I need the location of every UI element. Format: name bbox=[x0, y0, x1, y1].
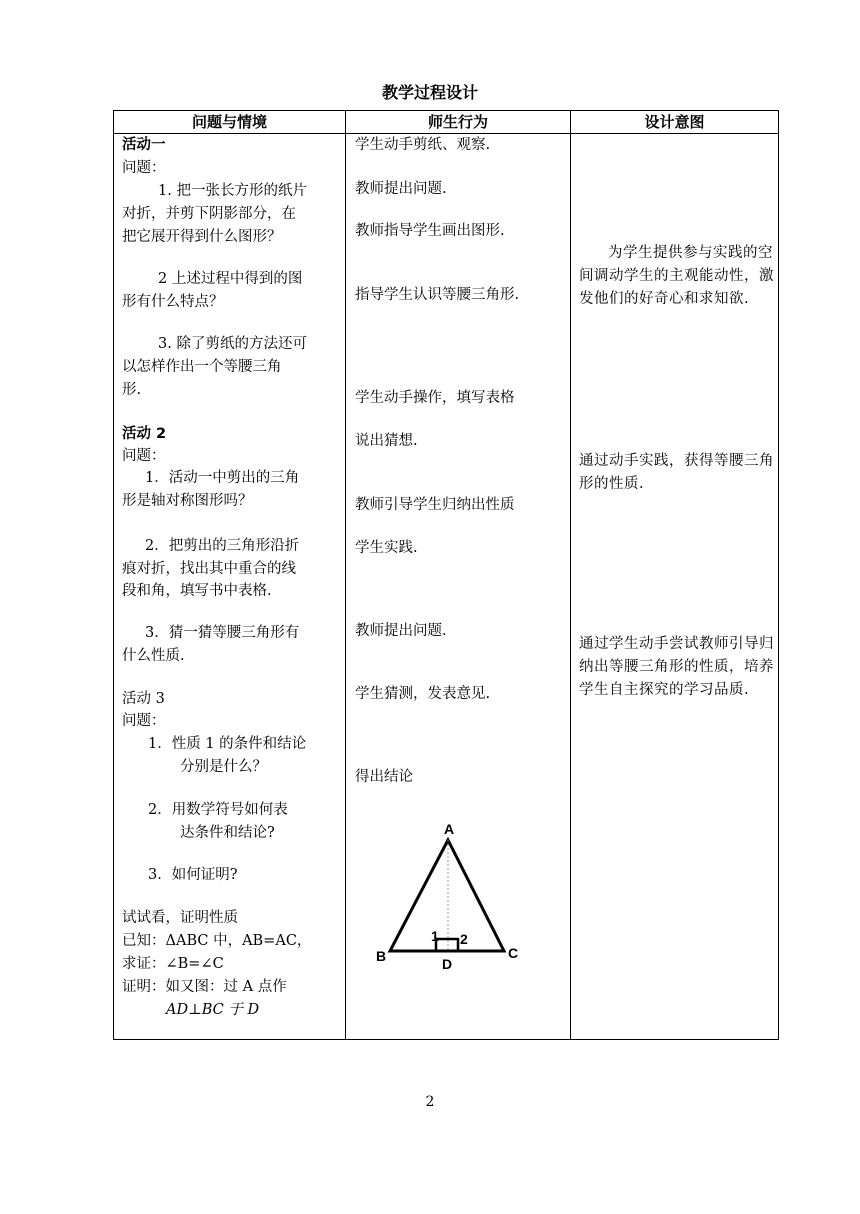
label-d: D bbox=[442, 956, 453, 972]
question-text: 1. 把一张长方形的纸片 bbox=[158, 183, 307, 199]
question-text: 什么性质. bbox=[122, 648, 185, 664]
behavior-text: 学生猜测，发表意见. bbox=[355, 686, 491, 702]
proof-given: 已知：ΔABC 中，AB=AC， bbox=[122, 933, 312, 949]
question-text: 3．猜一猜等腰三角形有 bbox=[145, 625, 300, 641]
behavior-text: 得出结论 bbox=[355, 769, 413, 785]
question-text: 达条件和结论? bbox=[180, 825, 275, 841]
label-c: C bbox=[508, 945, 519, 961]
behavior-text: 说出猜想. bbox=[355, 433, 418, 449]
activity-2-heading: 活动 2 bbox=[122, 426, 167, 442]
question-text: 段和角，填写书中表格. bbox=[122, 583, 272, 599]
behavior-text: 教师引导学生归纳出性质 bbox=[355, 497, 515, 513]
behavior-text: 学生动手剪纸、观察. bbox=[355, 137, 491, 153]
question-text: 3．如何证明? bbox=[148, 867, 238, 883]
question-text: 1．性质 1 的条件和结论 bbox=[148, 736, 307, 752]
behavior-text: 学生实践. bbox=[355, 540, 418, 556]
question-text: 以怎样作出一个等腰三角 bbox=[122, 359, 282, 375]
label-angle-2: 2 bbox=[460, 931, 468, 947]
question-label: 问题： bbox=[122, 448, 166, 464]
question-text: 2 上述过程中得到的图 bbox=[158, 271, 303, 287]
question-text: 2．把剪出的三角形沿折 bbox=[145, 538, 300, 554]
proof-intro: 试试看，证明性质 bbox=[122, 910, 238, 926]
question-text: 把它展开得到什么图形？ bbox=[122, 229, 282, 245]
intent-paragraph: 通过学生动手尝试教师引导归纳出等腰三角形的性质，培养学生自主探究的学习品质. bbox=[579, 636, 774, 698]
question-text: 痕对折，找出其中重合的线 bbox=[122, 561, 296, 577]
question-text: 3. 除了剪纸的方法还可 bbox=[158, 336, 307, 352]
behavior-text: 学生动手操作，填写表格 bbox=[355, 390, 515, 406]
header-questions: 问题与情境 bbox=[191, 113, 267, 131]
question-text: 形有什么特点？ bbox=[122, 294, 224, 310]
isosceles-triangle-figure bbox=[372, 818, 532, 973]
column-divider bbox=[570, 111, 571, 1039]
proof-goal: 求证：∠B=∠C bbox=[122, 956, 224, 972]
question-text: 形是轴对称图形吗？ bbox=[122, 493, 253, 509]
label-angle-1: 1 bbox=[431, 928, 439, 944]
triangle-abc bbox=[390, 840, 504, 951]
label-a: A bbox=[444, 821, 455, 837]
question-text: 对折，并剪下阴影部分，在 bbox=[122, 206, 296, 222]
label-b: B bbox=[376, 948, 387, 964]
proof-step: 证明：如又图：过 A 点作 bbox=[122, 979, 287, 995]
right-angle-mark bbox=[436, 939, 458, 951]
page-number: 2 bbox=[425, 1094, 435, 1110]
activity-1-heading: 活动一 bbox=[122, 137, 166, 153]
behavior-text: 教师指导学生画出图形. bbox=[355, 223, 505, 239]
header-behavior: 师生行为 bbox=[427, 113, 488, 131]
question-text: 分别是什么？ bbox=[180, 759, 267, 775]
behavior-text: 教师提出问题. bbox=[355, 181, 447, 197]
question-label: 问题： bbox=[122, 713, 166, 729]
page-title: 教学过程设计 bbox=[381, 83, 478, 102]
question-text: 形. bbox=[122, 382, 142, 398]
intent-paragraph: 为学生提供参与实践的空间调动学生的主观能动性，激发他们的好奇心和求知欲. bbox=[579, 245, 774, 307]
intent-paragraph: 通过动手实践，获得等腰三角形的性质. bbox=[579, 453, 774, 492]
activity-3-heading: 活动 3 bbox=[122, 691, 165, 707]
question-label: 问题： bbox=[122, 160, 166, 176]
proof-step: AD⊥BC 于 D bbox=[166, 1002, 260, 1018]
question-text: 2．用数学符号如何表 bbox=[148, 802, 288, 818]
question-text: 1．活动一中剪出的三角 bbox=[145, 470, 300, 486]
column-divider bbox=[345, 111, 346, 1039]
behavior-text: 教师提出问题. bbox=[355, 623, 447, 639]
header-intent: 设计意图 bbox=[644, 113, 705, 131]
behavior-text: 指导学生认识等腰三角形. bbox=[355, 287, 520, 303]
